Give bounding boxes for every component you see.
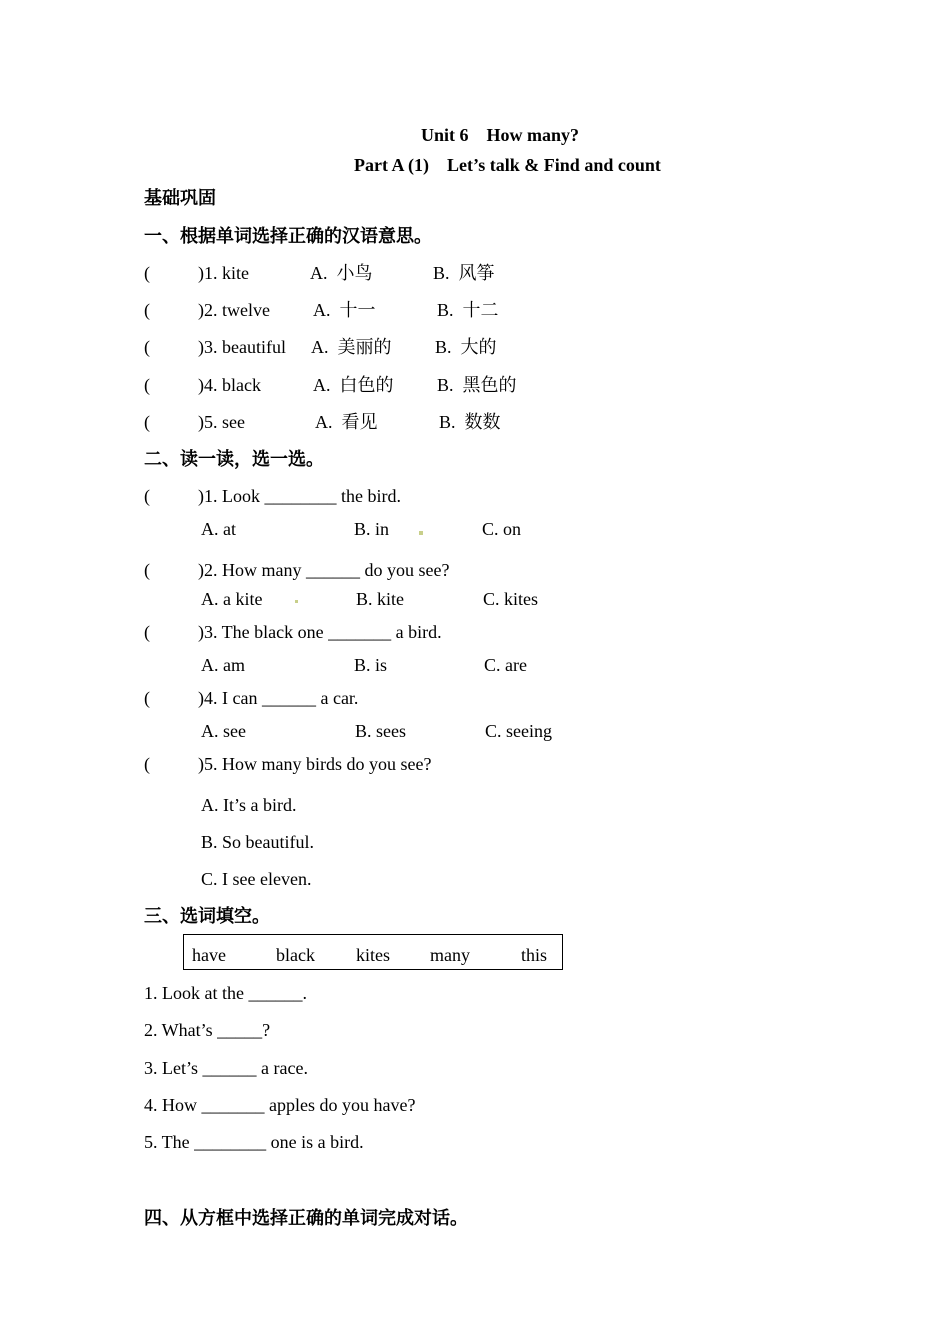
- fill-sentence: 3. Let’s ______ a race.: [144, 1058, 308, 1078]
- answer-paren: (: [144, 337, 150, 357]
- section2-heading: 二、读一读，选一选。: [144, 449, 324, 469]
- question-text: )5. How many birds do you see?: [198, 754, 432, 774]
- option-b: B. 风筝: [433, 263, 495, 283]
- option-a: A. at: [201, 519, 236, 539]
- section4-heading: 四、从方框中选择正确的单词完成对话。: [144, 1208, 468, 1228]
- answer-paren: (: [144, 375, 150, 395]
- option-c: C. I see eleven.: [201, 869, 312, 889]
- fill-sentence: 4. How _______ apples do you have?: [144, 1095, 416, 1115]
- word-box-item: kites: [356, 945, 390, 965]
- word-box-item: many: [430, 945, 470, 965]
- word-box-item: this: [521, 945, 548, 965]
- section-label: 基础巩固: [144, 188, 216, 208]
- answer-paren: (: [144, 688, 150, 708]
- option-a: A. It’s a bird.: [201, 795, 297, 815]
- option-b: B. 大的: [435, 337, 497, 357]
- answer-paren: (: [144, 560, 150, 580]
- question-text: )1. kite: [198, 263, 249, 283]
- word-box-item: black: [276, 945, 315, 965]
- fill-sentence: 2. What’s _____?: [144, 1020, 271, 1040]
- option-c: C. kites: [483, 589, 539, 609]
- question-text: )3. beautiful: [198, 337, 286, 357]
- option-a: A. 美丽的: [311, 337, 392, 357]
- speck-mark: [419, 531, 423, 535]
- option-b: B. 十二: [437, 300, 499, 320]
- question-text: )4. I can ______ a car.: [198, 688, 359, 708]
- answer-paren: (: [144, 622, 150, 642]
- fill-sentence: 1. Look at the ______.: [144, 983, 307, 1003]
- word-box-item: have: [192, 945, 226, 965]
- option-c: C. seeing: [485, 721, 552, 741]
- answer-paren: (: [144, 300, 150, 320]
- answer-paren: (: [144, 412, 150, 432]
- option-b: B. is: [354, 655, 388, 675]
- answer-paren: (: [144, 754, 150, 774]
- page-title: Unit 6 How many?: [421, 125, 580, 145]
- fill-sentence: 5. The ________ one is a bird.: [144, 1132, 364, 1152]
- option-b: B. in: [354, 519, 390, 539]
- question-text: )4. black: [198, 375, 261, 395]
- option-b: B. 数数: [439, 412, 501, 432]
- answer-paren: (: [144, 486, 150, 506]
- option-b: B. kite: [356, 589, 404, 609]
- option-a: A. see: [201, 721, 246, 741]
- option-a: A. a kite: [201, 589, 263, 609]
- answer-paren: (: [144, 263, 150, 283]
- option-a: A. 十一: [313, 300, 376, 320]
- question-text: )2. twelve: [198, 300, 270, 320]
- option-c: C. on: [482, 519, 522, 539]
- section3-heading: 三、选词填空。: [144, 906, 270, 926]
- question-text: )3. The black one _______ a bird.: [198, 622, 442, 642]
- option-a: A. 白色的: [313, 375, 394, 395]
- option-a: A. 小鸟: [310, 263, 373, 283]
- option-b: B. sees: [355, 721, 406, 741]
- option-a: A. 看见: [315, 412, 378, 432]
- question-text: )2. How many ______ do you see?: [198, 560, 450, 580]
- option-a: A. am: [201, 655, 245, 675]
- question-text: )1. Look ________ the bird.: [198, 486, 401, 506]
- speck-mark: [295, 600, 298, 603]
- page-subtitle: Part A (1) Let’s talk & Find and count: [354, 155, 661, 175]
- option-b: B. So beautiful.: [201, 832, 314, 852]
- question-text: )5. see: [198, 412, 245, 432]
- section1-heading: 一、根据单词选择正确的汉语意思。: [144, 226, 432, 246]
- option-b: B. 黑色的: [437, 375, 517, 395]
- option-c: C. are: [484, 655, 527, 675]
